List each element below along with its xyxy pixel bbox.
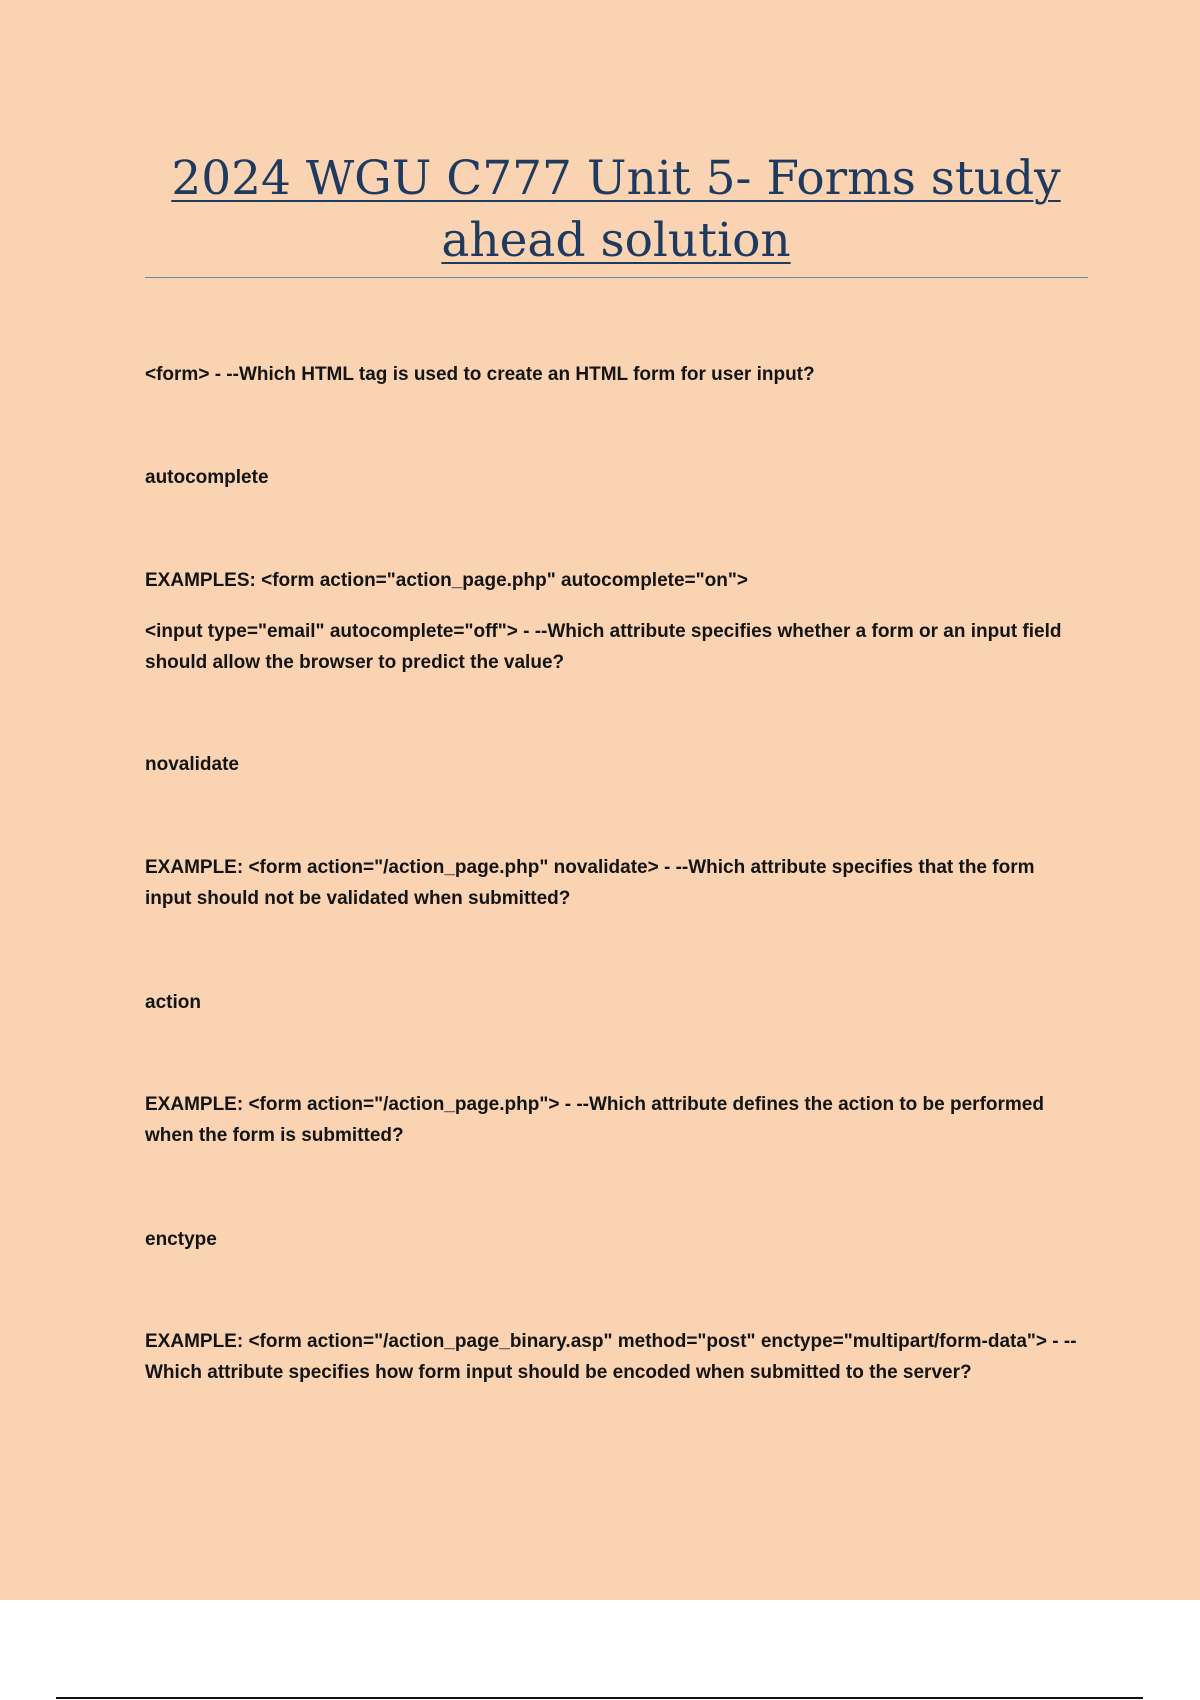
term-autocomplete: autocomplete (145, 467, 269, 488)
question-autocomplete: <input type="email" autocomplete="off"> - --Which attribute specifies whether a form or an input field should allow the browser to predict the value? (145, 621, 1062, 673)
question-enctype: EXAMPLE: <form action="/action_page_binary.asp" method="post" enctype="multipart/form-data"> - --Which attribute specifies how form input should be encoded when submitted to the server? (145, 1331, 1077, 1383)
question-novalidate: EXAMPLE: <form action="/action_page.php" novalidate> - --Which attribute specifies that the form input should not be validated when submitted? (145, 857, 1035, 909)
footer-divider (56, 1697, 1143, 1699)
question-form-tag: <form> - --Which HTML tag is used to create an HTML form for user input? (145, 364, 815, 385)
question-action: EXAMPLE: <form action="/action_page.php"> - --Which attribute defines the action to be performed when the form is submitted? (145, 1094, 1044, 1146)
document-title: 2024 WGU C777 Unit 5- Forms study ahead solution (171, 151, 1061, 268)
example-autocomplete-form: EXAMPLES: <form action="action_page.php" autocomplete="on"> (145, 570, 748, 591)
term-enctype: enctype (145, 1229, 217, 1250)
title-divider (145, 277, 1088, 278)
term-novalidate: novalidate (145, 754, 239, 775)
term-action: action (145, 992, 201, 1013)
